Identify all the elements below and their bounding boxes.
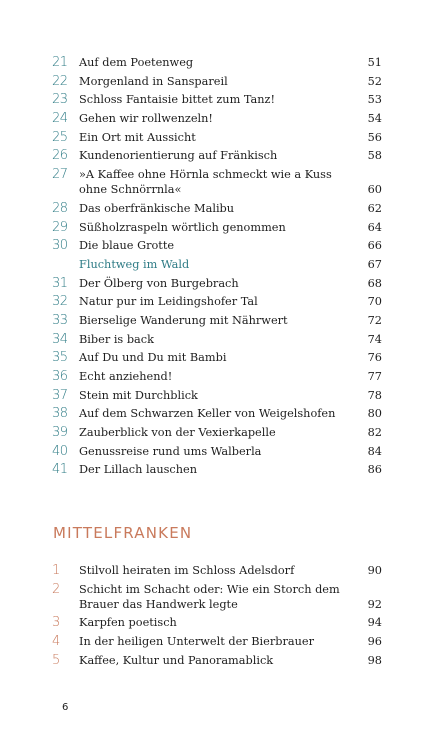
entry-title: Genussreise rund ums Walberla	[79, 444, 262, 458]
entry-title: Ein Ort mit Aussicht	[79, 130, 196, 144]
entry-number: 40	[52, 443, 68, 459]
entry-number: 5	[52, 652, 60, 668]
entry-title: Kundenorientierung auf Fränkisch	[79, 149, 278, 163]
entry-title: Schloss Fantaisie bittet zum Tanz!	[79, 93, 276, 107]
page-number: 6	[62, 702, 69, 713]
entry-page: 80	[367, 407, 382, 421]
entry-page: 94	[367, 616, 382, 630]
entry-number: 21	[52, 55, 68, 70]
entry-number: 25	[52, 129, 68, 145]
entry-page: 72	[367, 313, 382, 327]
toc-entry	[52, 582, 382, 612]
entry-number: 3	[52, 615, 60, 631]
toc-entry	[52, 74, 382, 89]
entry-title: »A Kaffee ohne Hörnla schmeckt wie a Kuss ohne Schnörrnla«	[79, 168, 332, 197]
entry-title: Natur pur im Leidingshofer Tal	[79, 295, 258, 309]
entry-title: Süßholzraspeln wörtlich genommen	[79, 220, 286, 234]
entry-title: Gehen wir rollwenzeln!	[79, 112, 213, 126]
entry-title: Biber is back	[79, 332, 154, 346]
entry-number: 28	[52, 200, 68, 216]
entry-title: Fluchtweg im Wald	[79, 257, 190, 271]
entry-page: 84	[367, 444, 382, 458]
toc-entry	[52, 615, 382, 630]
toc-entry	[52, 167, 382, 197]
toc-entry	[52, 425, 382, 440]
toc-entry	[52, 313, 382, 328]
entry-number: 26	[52, 148, 68, 164]
entry-number: 31	[52, 275, 68, 291]
entry-title: Die blaue Grotte	[79, 239, 175, 253]
entry-title: Auf Du und Du mit Bambi	[79, 351, 227, 365]
entry-number: 33	[52, 312, 68, 328]
toc-entry	[52, 220, 382, 235]
entry-page: 54	[367, 112, 382, 126]
entry-title: Das oberfränkische Malibu	[79, 201, 235, 215]
entry-number: 35	[52, 350, 68, 366]
toc-list-mittelfranken	[52, 563, 382, 671]
toc-entry	[52, 462, 382, 477]
entry-page: 68	[367, 276, 382, 290]
toc-entry	[52, 276, 382, 291]
section-heading: MITTELFRANKEN	[53, 524, 193, 542]
entry-number: 2	[52, 581, 60, 597]
entry-page: 74	[367, 332, 382, 346]
toc-entry	[52, 238, 382, 253]
entry-page: 67	[367, 257, 382, 271]
entry-number: 41	[52, 462, 68, 478]
entry-number: 38	[52, 406, 68, 422]
entry-title: Auf dem Schwarzen Keller von Weigelshofen	[79, 407, 336, 421]
entry-page: 70	[367, 295, 382, 309]
entry-page: 60	[367, 183, 382, 197]
toc-entry	[52, 201, 382, 216]
entry-title: Der Lillach lauschen	[79, 463, 197, 477]
entry-page: 90	[367, 564, 382, 577]
toc-entry	[52, 634, 382, 649]
entry-page: 77	[367, 370, 382, 383]
entry-page: 51	[367, 56, 382, 69]
entry-page: 58	[367, 149, 382, 163]
toc-entry	[52, 388, 382, 403]
entry-page: 86	[367, 463, 382, 477]
entry-title: Stilvoll heiraten im Schloss Adelsdorf	[79, 564, 295, 577]
toc-entry	[52, 369, 382, 384]
toc-list-oberfranken	[52, 55, 382, 481]
entry-page: 98	[367, 653, 382, 667]
entry-number: 39	[52, 425, 68, 441]
entry-title: Echt anziehend!	[79, 370, 173, 383]
toc-entry	[52, 406, 382, 421]
toc-entry	[52, 294, 382, 309]
toc-entry	[52, 444, 382, 459]
entry-title: Stein mit Durchblick	[79, 388, 198, 402]
entry-number: 27	[52, 167, 68, 183]
toc-entry	[52, 332, 382, 347]
entry-page: 56	[367, 130, 382, 144]
toc-entry	[52, 148, 382, 163]
entry-number: 23	[52, 92, 68, 108]
entry-number: 32	[52, 294, 68, 310]
entry-number: 37	[52, 387, 68, 403]
entry-title: Morgenland in Sanspareil	[79, 74, 228, 88]
entry-page: 64	[367, 220, 382, 234]
entry-page: 53	[367, 93, 382, 107]
entry-title: Kaffee, Kultur und Panoramablick	[79, 653, 274, 667]
entry-title: Bierselige Wanderung mit Nährwert	[79, 313, 288, 327]
entry-page: 52	[367, 74, 382, 88]
entry-title: Schicht im Schacht oder: Wie ein Storch dem Brauer das Handwerk legte	[79, 582, 340, 611]
toc-entry	[52, 257, 382, 272]
entry-number: 29	[52, 219, 68, 235]
toc-entry	[52, 130, 382, 145]
entry-number: 1	[52, 563, 60, 578]
entry-page: 82	[367, 426, 382, 440]
entry-title: Zauberblick von der Vexierkapelle	[79, 426, 276, 440]
toc-entry	[52, 111, 382, 126]
entry-number: 24	[52, 111, 68, 127]
entry-page: 96	[367, 635, 382, 649]
entry-page: 66	[367, 239, 382, 253]
entry-page: 76	[367, 351, 382, 365]
toc-entry	[52, 92, 382, 107]
toc-entry	[52, 653, 382, 668]
entry-title: In der heiligen Unterwelt der Bierbrauer	[79, 635, 314, 649]
entry-number: 36	[52, 369, 68, 384]
entry-number: 4	[52, 634, 60, 650]
entry-title: Der Ölberg von Burgebrach	[79, 276, 239, 290]
entry-title: Karpfen poetisch	[79, 616, 177, 630]
entry-page: 62	[367, 201, 382, 215]
toc-entry	[52, 563, 382, 578]
toc-entry	[52, 55, 382, 70]
entry-number: 30	[52, 238, 68, 254]
entry-page: 92	[367, 597, 382, 611]
entry-number: 22	[52, 73, 68, 89]
entry-number: 34	[52, 331, 68, 347]
entry-page: 78	[367, 388, 382, 402]
entry-title: Auf dem Poetenweg	[79, 56, 194, 69]
toc-entry	[52, 350, 382, 365]
